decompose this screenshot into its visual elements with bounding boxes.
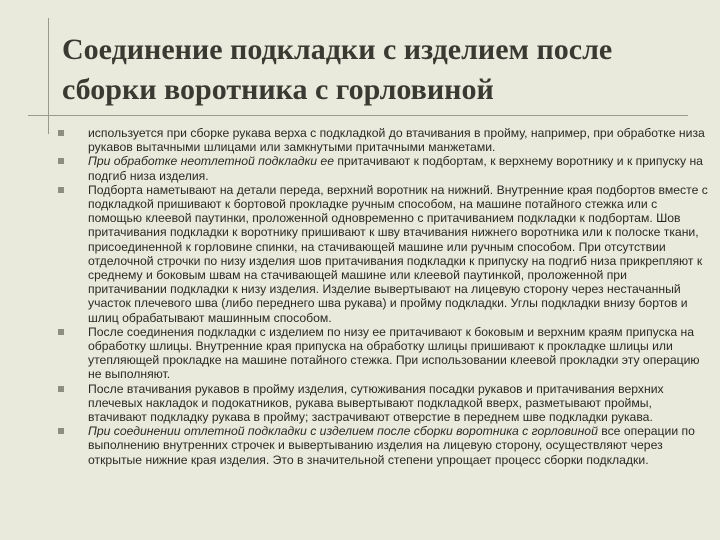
decorative-vertical-line — [48, 18, 49, 134]
square-bullet-icon — [58, 158, 64, 164]
list-item-text: используется при сборке рукава верха с подкладкой до втачивания в пройму, например, при обработке низа рукавов вытачными шлицами или замкнутыми притачными манжетами. — [88, 126, 705, 155]
title-underline — [28, 115, 688, 116]
list-item — [58, 325, 708, 382]
list-item-italic: При соединении отлетной подкладки с изделием после сборки воротника с горловиной — [88, 424, 598, 439]
square-bullet-icon — [58, 428, 64, 434]
square-bullet-icon — [58, 187, 64, 193]
list-item-text: После соединения подкладки с изделием по низу ее притачивают к боковым и верхним краям припуска на обработку шлицы. Внутренние края припуска на обработку шлицы пришивают к прокладке шлицы или утепляющей прокладке на машине потайного стежка. При использовании клеевой прокладки эту операцию не выполняют. — [88, 324, 700, 382]
square-bullet-icon — [58, 386, 64, 392]
square-bullet-icon — [58, 329, 64, 335]
list-item-text: все операции по выполнению внутренних строчек и вывертыванию изделия на лицевую сторону, осуществляют через открытые нижние края изделия. Это в значительной степени упрощает процесс сборки подкладки. — [88, 424, 695, 467]
slide-title: Соединение подкладки с изделием после сборки воротника с горловиной — [62, 33, 613, 106]
list-item-text: притачивают к подбортам, к верхнему воротнику и к припуску на подгиб низа изделия. — [88, 154, 703, 183]
list-item — [58, 424, 708, 467]
list-item-italic: При обработке неотлетной подкладки ее — [88, 154, 334, 169]
bullet-list — [58, 126, 708, 467]
list-item-text: Подборта наметывают на детали переда, верхний воротник на нижний. Внутренние края подбортов вместе с подкладкой пришивают к бортовой прокладке ручным способом, на машине потайного стежка или с помощью клеевой паутинки, проложенной одновременно с притачиванием подкладки к подбортам. Шов притачивания подкладки к воротнику пришивают к шву втачивания нижнего воротника или к полоске ткани, присоединенной к горловине спинки, на стачивающей машине или ручным способом. При отсутствии отделочной строчки по низу изделия шов притачивания подкладки к припуску на подгиб низа прикрепляют к среднему и боковым швам на стачивающей машине или клеевой паутинкой, проложенной при притачивании подкладки к низу изделия. Изделие вывертывают на лицевую сторону через нестачанный участок плечевого шва (либо переднего шва рукава) и пройму подкладки. Углы подкладки внизу бортов и шлиц обрабатывают машинным способом. — [88, 182, 708, 325]
square-bullet-icon — [58, 130, 64, 136]
list-item — [58, 382, 708, 425]
list-item — [58, 126, 708, 154]
list-item — [58, 183, 708, 325]
list-item-text: После втачивания рукавов в пройму изделия, сутюживания посадки рукавов и притачивания верхних плечевых накладок и подокатников, рукава вывертывают подкладкой вверх, разметывают проймы, втачивают подкладку рукава в пройму; застрачивают отверстие в переднем шве подкладки рукава. — [88, 381, 664, 425]
list-item — [58, 154, 708, 182]
